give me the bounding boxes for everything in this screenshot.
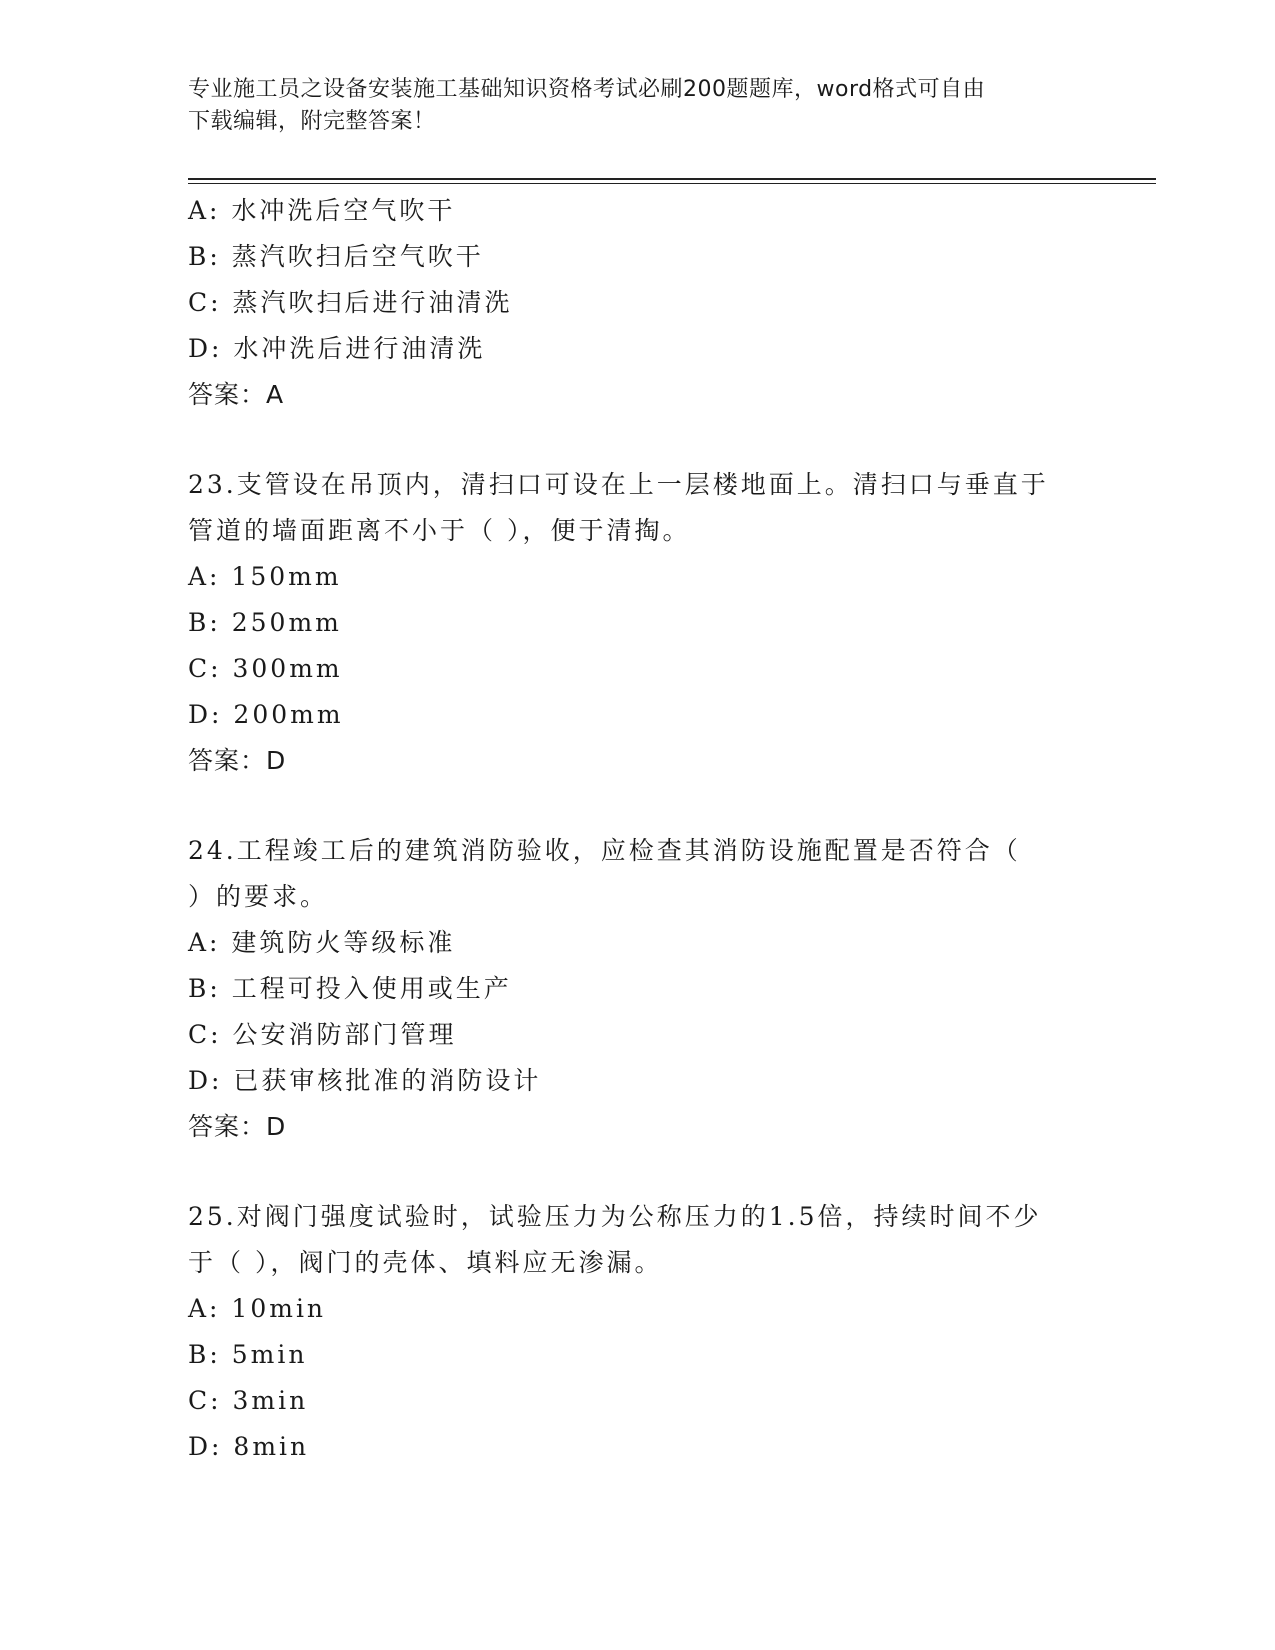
answer-label: 答案：D [188,1112,287,1141]
document-header [188,74,1088,138]
question-text-line-1: 23.支管设在吊顶内，清扫口可设在上一层楼地面上。清扫口与垂直于 [188,470,1049,499]
question-text-line-1: 24.工程竣工后的建筑消防验收，应检查其消防设施配置是否符合（ [188,836,1021,865]
option-b: B: 工程可投入使用或生产 [188,974,512,1003]
option-b: B: 蒸汽吹扫后空气吹干 [188,242,484,271]
question-22 [188,188,1088,418]
question-text-line-2: 管道的墙面距离不小于（ ），便于清掏。 [188,516,691,545]
header-divider-thick [188,178,1156,180]
option-a: A: 水冲洗后空气吹干 [188,196,456,225]
option-b: B: 5min [188,1340,308,1369]
option-d: D: 水冲洗后进行油清洗 [188,334,486,363]
option-c: C: 公安消防部门管理 [188,1020,457,1049]
answer-label: 答案：A [188,380,285,409]
question-text-line-2: 于（ ），阀门的壳体、填料应无渗漏。 [188,1248,663,1277]
option-b: B: 250mm [188,608,342,637]
option-d: D: 8min [188,1432,310,1461]
option-a: A: 10min [188,1294,327,1323]
question-spacer [188,784,1088,828]
question-spacer [188,1150,1088,1194]
option-a: A: 150mm [188,562,342,591]
header-divider-thin [188,183,1156,184]
option-d: D: 已获审核批准的消防设计 [188,1066,542,1095]
answer-label: 答案：D [188,746,287,775]
question-list [188,188,1088,1470]
option-c: C: 300mm [188,654,343,683]
header-title-line-2: 下载编辑，附完整答案！ [188,109,436,134]
option-d: D: 200mm [188,700,344,729]
option-c: C: 3min [188,1386,309,1415]
question-23 [188,462,1088,784]
question-spacer [188,418,1088,462]
header-title-line-1: 专业施工员之设备安装施工基础知识资格考试必刷200题题库，word格式可自由 [188,77,986,102]
question-text-line-1: 25.对阀门强度试验时，试验压力为公称压力的1.5倍，持续时间不少 [188,1202,1042,1231]
question-24 [188,828,1088,1150]
option-a: A: 建筑防火等级标准 [188,928,456,957]
option-c: C: 蒸汽吹扫后进行油清洗 [188,288,513,317]
question-25 [188,1194,1088,1470]
question-text-line-2: ）的要求。 [188,882,329,911]
